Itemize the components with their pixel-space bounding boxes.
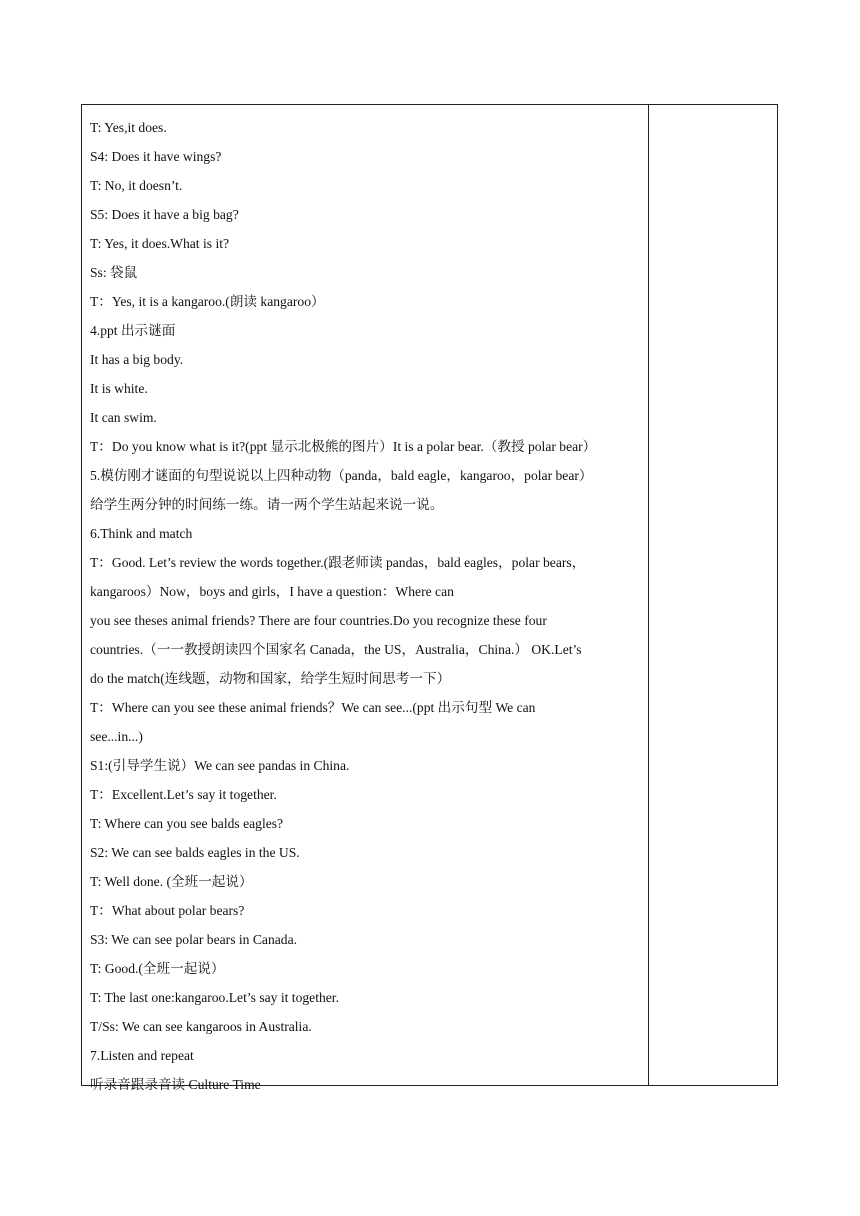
text-line: T: The last one:kangaroo.Let’s say it together. bbox=[90, 990, 339, 1005]
text-line: do the match(连线题，动物和国家，给学生短时间思考一下） bbox=[90, 671, 451, 686]
step-heading: 6.Think and match bbox=[90, 526, 193, 541]
text-line: S1:(引导学生说）We can see pandas in China. bbox=[90, 758, 350, 773]
text-line: T: No, it doesn’t. bbox=[90, 178, 183, 193]
text-line: T: Yes,it does. bbox=[90, 120, 167, 135]
text-line: It is white. bbox=[90, 381, 148, 396]
text-line: T/Ss: We can see kangaroos in Australia. bbox=[90, 1019, 312, 1034]
text-line: kangaroos）Now，boys and girls，I have a question：Where can bbox=[90, 584, 454, 599]
text-line: you see theses animal friends? There are four countries.Do you recognize these four bbox=[90, 613, 547, 628]
text-line: S4: Does it have wings? bbox=[90, 149, 222, 164]
step-heading: 4.ppt 出示谜面 bbox=[90, 323, 176, 338]
text-line: T: Good.(全班一起说） bbox=[90, 961, 225, 976]
text-line: T: Yes, it does.What is it? bbox=[90, 236, 230, 251]
text-line: T：Where can you see these animal friends？We can see...(ppt 出示句型 We can bbox=[90, 700, 536, 715]
notes-cell bbox=[649, 105, 777, 1085]
text-line: 给学生两分钟的时间练一练。请一两个学生站起来说一说。 bbox=[90, 497, 444, 512]
text-line: see...in...) bbox=[90, 729, 143, 744]
text-line: T: Well done. (全班一起说） bbox=[90, 874, 253, 889]
text-line: S3: We can see polar bears in Canada. bbox=[90, 932, 298, 947]
text-line: T：Excellent.Let’s say it together. bbox=[90, 787, 277, 802]
text-line: countries.（一一教授朗读四个国家名 Canada，the US，Australia，China.） OK.Let’s bbox=[90, 642, 582, 657]
text-line: T：Do you know what is it?(ppt 显示北极熊的图片）It is a polar bear.（教授 polar bear） bbox=[90, 439, 597, 454]
text-line: It can swim. bbox=[90, 410, 157, 425]
lesson-content-cell bbox=[82, 105, 649, 1092]
step-heading: 7.Listen and repeat bbox=[90, 1048, 194, 1063]
text-line: T: Where can you see balds eagles? bbox=[90, 816, 284, 831]
text-line: Ss: 袋鼠 bbox=[90, 265, 138, 280]
text-line: T：Yes, it is a kangaroo.(朗读 kangaroo） bbox=[90, 294, 325, 309]
text-line: S2: We can see balds eagles in the US. bbox=[90, 845, 300, 860]
text-line: T：What about polar bears? bbox=[90, 903, 245, 918]
text-line: 听录音跟录音读 Culture Time bbox=[90, 1077, 261, 1092]
text-line: S5: Does it have a big bag? bbox=[90, 207, 239, 222]
step-heading: 5.模仿刚才谜面的句型说说以上四种动物（panda，bald eagle，kangaroo，polar bear） bbox=[90, 468, 593, 483]
text-line: T：Good. Let’s review the words together.(跟老师读 pandas，bald eagles，polar bears， bbox=[90, 555, 586, 570]
lesson-table bbox=[81, 104, 778, 1092]
text-line: It has a big body. bbox=[90, 352, 184, 367]
